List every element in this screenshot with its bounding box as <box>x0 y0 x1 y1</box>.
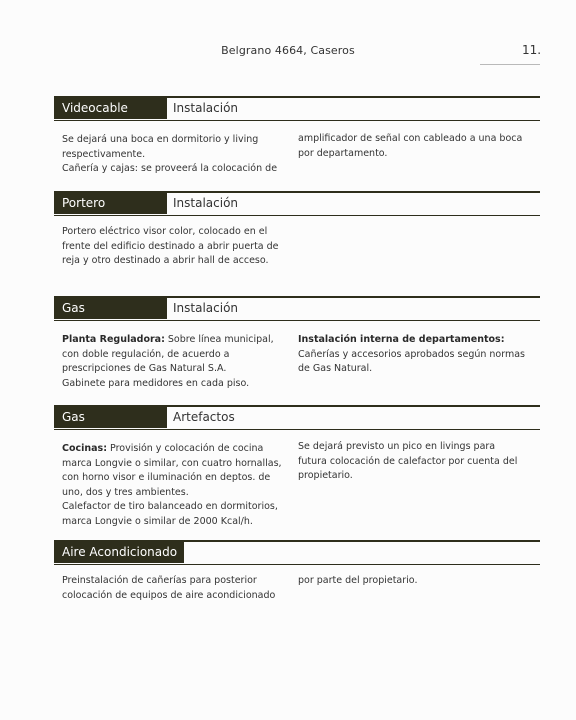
divider <box>54 564 540 565</box>
section-category-label: Portero <box>54 193 167 214</box>
section-category-label: Gas <box>54 407 167 428</box>
section-title: Instalación <box>173 101 239 115</box>
section-header-bar <box>54 191 540 216</box>
section-gas-instalacion <box>54 296 540 389</box>
paragraph: Portero eléctrico visor color, colocado en el frente del edificio destinado a abrir puerta de reja y otro destinado a abrir hall de acceso. <box>62 226 279 266</box>
paragraph-text: Provisión y colocación de cocina marca Longvie o similar, con cuatro hornallas, con horno visor e iluminación en deptos. de uno, dos y tres ambientes. <box>62 443 282 498</box>
paragraph <box>62 442 290 500</box>
section-aire-acondicionado <box>54 540 540 601</box>
right-column <box>298 132 526 161</box>
divider <box>54 429 540 430</box>
header-address: Belgrano 4664, Caseros <box>221 44 355 57</box>
section-title: Instalación <box>173 196 239 210</box>
left-column <box>62 333 290 391</box>
bold-lead: Cocinas: <box>62 443 108 454</box>
section-title: Artefactos <box>173 410 235 424</box>
right-column <box>298 574 526 589</box>
section-header-bar <box>54 405 540 430</box>
section-category-label: Gas <box>54 298 167 319</box>
divider <box>54 320 540 321</box>
paragraph: Preinstalación de cañerías para posterior colocación de equipos de aire acondicionado <box>62 575 276 601</box>
section-header-bar <box>54 540 540 565</box>
divider <box>54 215 540 216</box>
section-header-bar <box>54 96 540 121</box>
paragraph-text: Sobre línea municipal, con doble regulación, de acuerdo a prescripciones de Gas Natural S.A. <box>62 334 274 374</box>
paragraph: Cañería y cajas: se proveerá la colocación de <box>62 163 278 174</box>
left-column <box>62 574 290 603</box>
left-column <box>62 225 290 269</box>
paragraph-text: Cañerías y accesorios aprobados según normas de Gas Natural. <box>298 348 526 374</box>
section-gas-artefactos <box>54 405 540 527</box>
section-category-label: Aire Acondicionado <box>54 542 184 563</box>
bold-lead: Instalación interna de departamentos: <box>298 334 505 345</box>
section-title: Instalación <box>173 301 239 315</box>
paragraph <box>298 333 526 377</box>
page-number-rule <box>480 64 540 65</box>
left-column <box>62 442 290 529</box>
paragraph: Se dejará una boca en dormitorio y living respectivamente. <box>62 134 259 160</box>
right-column <box>298 440 526 484</box>
paragraph: por parte del propietario. <box>298 575 418 586</box>
section-category-label: Videocable <box>54 98 167 119</box>
divider <box>54 120 540 121</box>
page-number: 11. <box>522 43 542 57</box>
paragraph: Gabinete para medidores en cada piso. <box>62 377 250 389</box>
section-header-bar <box>54 296 540 321</box>
left-column <box>62 133 290 177</box>
paragraph: Se dejará previsto un pico en livings para futura colocación de calefactor por cuenta del propietario. <box>298 441 518 481</box>
paragraph: amplificador de señal con cableado a una boca por departamento. <box>298 133 523 159</box>
paragraph: Calefactor de tiro balanceado en dormitorios, marca Longvie o similar de 2000 Kcal/h. <box>62 501 278 527</box>
bold-lead: Planta Reguladora: <box>62 334 165 345</box>
section-portero <box>54 191 540 266</box>
section-videocable <box>54 96 540 174</box>
paragraph <box>62 333 290 377</box>
right-column <box>298 333 526 377</box>
